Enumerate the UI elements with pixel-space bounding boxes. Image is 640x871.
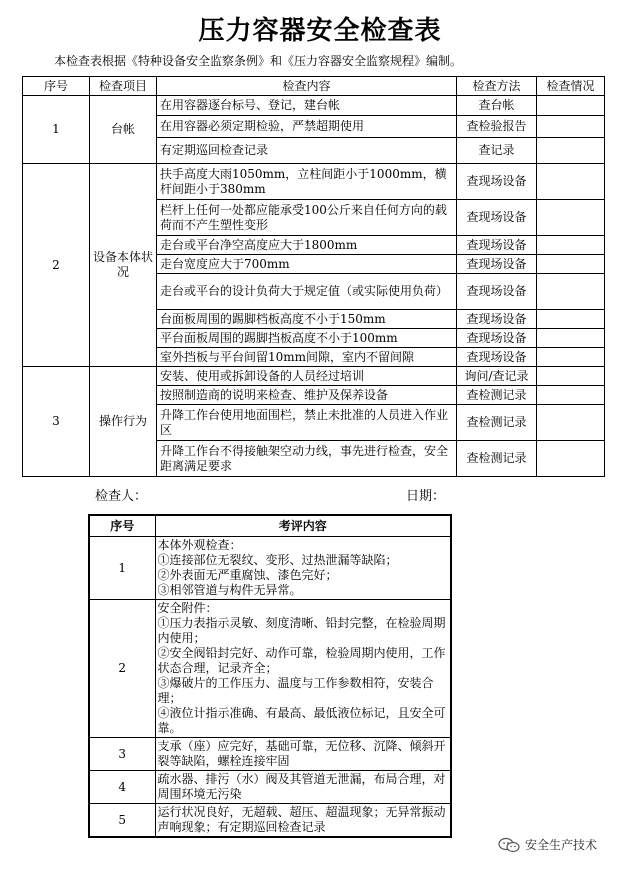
check-content: 升降工作台不得接触架空动力线，事先进行检查，安全距离满足要求 xyxy=(157,441,457,477)
check-method: 查检测记录 xyxy=(457,386,537,405)
group-item: 台帐 xyxy=(90,96,157,164)
inspection-table-header xyxy=(23,77,605,96)
table-row xyxy=(23,367,605,386)
check-content: 栏杆上任何一处都应能承受100公斤来自任何方向的载荷而不产生塑性变形 xyxy=(157,200,457,236)
intro-text: 本检查表根据《特种设备安全监察条例》和《压力容器安全监察规程》编制。 xyxy=(54,54,463,68)
evaluation-table xyxy=(88,514,452,838)
eval-no: 4 xyxy=(89,771,155,804)
eval-line: ③爆破片的工作压力、温度与工作参数相符，安装合理； xyxy=(157,676,434,705)
table-row xyxy=(89,738,451,771)
group-no: 1 xyxy=(23,96,90,164)
eval-no: 2 xyxy=(89,600,155,738)
check-method: 查检测记录 xyxy=(457,441,537,477)
table-row xyxy=(89,600,451,738)
eval-line: ④液位计指示准确、有最高、最低液位标记，且安全可靠。 xyxy=(157,706,446,735)
check-content: 走台宽度应大于700mm xyxy=(157,255,457,274)
check-content: 台面板周围的踢脚档板高度不小于150mm xyxy=(157,310,457,329)
eval-line: ①压力表指示灵敏、刻度清晰、铅封完整，在检验周期内使用； xyxy=(157,616,446,645)
check-status-cell xyxy=(537,348,605,367)
header-no: 序号 xyxy=(23,77,90,96)
check-status-cell xyxy=(537,367,605,386)
check-status-cell xyxy=(537,386,605,405)
eval-content xyxy=(155,600,451,738)
eval-content xyxy=(155,771,451,804)
check-method: 查检验报告 xyxy=(457,116,537,138)
check-content: 升降工作台使用地面围栏，禁止未批准的人员进入作业区 xyxy=(157,405,457,441)
eval-line: 支承（座）应完好，基础可靠，无位移、沉降、倾斜开裂等缺陷，螺栓连接牢固 xyxy=(157,739,446,768)
check-method: 查现场设备 xyxy=(457,164,537,200)
check-content: 走台或平台净空高度应大于1800mm xyxy=(157,236,457,255)
check-status-cell xyxy=(537,138,605,164)
eval-header-content: 考评内容 xyxy=(155,515,451,537)
group-no: 3 xyxy=(23,367,90,477)
check-content: 室外挡板与平台间留10mm间隙，室内不留间隙 xyxy=(157,348,457,367)
group-item: 设备本体状况 xyxy=(90,164,157,367)
check-method: 查现场设备 xyxy=(457,348,537,367)
check-status-cell xyxy=(537,310,605,329)
check-content: 在用容器必须定期检验，严禁超期使用 xyxy=(157,116,457,138)
table-row xyxy=(23,164,605,200)
check-content: 平台面板周围的踢脚挡板高度不小于100mm xyxy=(157,329,457,348)
check-content: 在用容器逐台标号、登记，建台帐 xyxy=(157,96,457,116)
eval-content xyxy=(155,804,451,838)
check-content: 按照制造商的说明来检查、维护及保养设备 xyxy=(157,386,457,405)
eval-line: ②外表面无严重腐蚀、漆色完好； xyxy=(157,568,338,582)
eval-line: 本体外观检查： xyxy=(157,538,242,552)
check-method: 查现场设备 xyxy=(457,255,537,274)
table-row xyxy=(23,96,605,116)
inspector-label: 检查人： xyxy=(95,489,148,504)
wechat-icon xyxy=(498,837,520,853)
inspection-table xyxy=(22,76,605,477)
check-method: 查现场设备 xyxy=(457,310,537,329)
eval-line: 疏水器、排污（水）阀及其管道无泄漏，布局合理，对周围环境无污染 xyxy=(157,772,446,801)
eval-line: ③相邻管道与构件无异常。 xyxy=(157,583,302,597)
watermark-text: 安全生产技术 xyxy=(525,838,598,852)
check-status-cell xyxy=(537,200,605,236)
eval-content xyxy=(155,738,451,771)
eval-content xyxy=(155,537,451,600)
eval-no: 1 xyxy=(89,537,155,600)
date-label: 日期： xyxy=(406,489,446,504)
check-method: 查现场设备 xyxy=(457,200,537,236)
eval-line: ①连接部位无裂纹、变形、过热泄漏等缺陷； xyxy=(157,553,398,567)
check-status-cell xyxy=(537,329,605,348)
check-method: 查记录 xyxy=(457,138,537,164)
check-status-cell xyxy=(537,405,605,441)
table-row xyxy=(89,537,451,600)
check-method: 查台帐 xyxy=(457,96,537,116)
check-status-cell xyxy=(537,274,605,310)
check-status-cell xyxy=(537,96,605,116)
table-row xyxy=(89,771,451,804)
check-method: 查现场设备 xyxy=(457,236,537,255)
check-status-cell xyxy=(537,116,605,138)
group-no: 2 xyxy=(23,164,90,367)
header-status: 检查情况 xyxy=(537,77,605,96)
check-method: 查检测记录 xyxy=(457,405,537,441)
watermark xyxy=(498,836,597,853)
check-method: 查现场设备 xyxy=(457,274,537,310)
eval-no: 5 xyxy=(89,804,155,838)
check-status-cell xyxy=(537,164,605,200)
eval-header-no: 序号 xyxy=(89,515,155,537)
header-item: 检查项目 xyxy=(90,77,157,96)
check-content: 走台或平台的设计负荷大于规定值（或实际使用负荷） xyxy=(157,274,457,310)
check-status-cell xyxy=(537,255,605,274)
check-content: 有定期巡回检查记录 xyxy=(157,138,457,164)
page-title: 压力容器安全检查表 xyxy=(198,16,442,46)
group-item: 操作行为 xyxy=(90,367,157,477)
eval-line: 安全附件： xyxy=(157,601,218,615)
eval-no: 3 xyxy=(89,738,155,771)
check-content: 安装、使用或拆卸设备的人员经过培训 xyxy=(157,367,457,386)
check-status-cell xyxy=(537,441,605,477)
eval-line: 运行状况良好，无超载、超压、超温现象；无异常振动声响现象；有定期巡回检查记录 xyxy=(157,805,446,834)
header-method: 检查方法 xyxy=(457,77,537,96)
check-method: 查现场设备 xyxy=(457,329,537,348)
eval-line: ②安全阀铅封完好、动作可靠，检验周期内使用，工作状态合理，记录齐全； xyxy=(157,646,446,675)
check-status-cell xyxy=(537,236,605,255)
evaluation-table-header xyxy=(89,515,451,537)
header-content: 检查内容 xyxy=(157,77,457,96)
check-method: 询问/查记录 xyxy=(457,367,537,386)
table-row xyxy=(89,804,451,838)
check-content: 扶手高度大雨1050mm，立柱间距小于1000mm，横杆间距小于380mm xyxy=(157,164,457,200)
